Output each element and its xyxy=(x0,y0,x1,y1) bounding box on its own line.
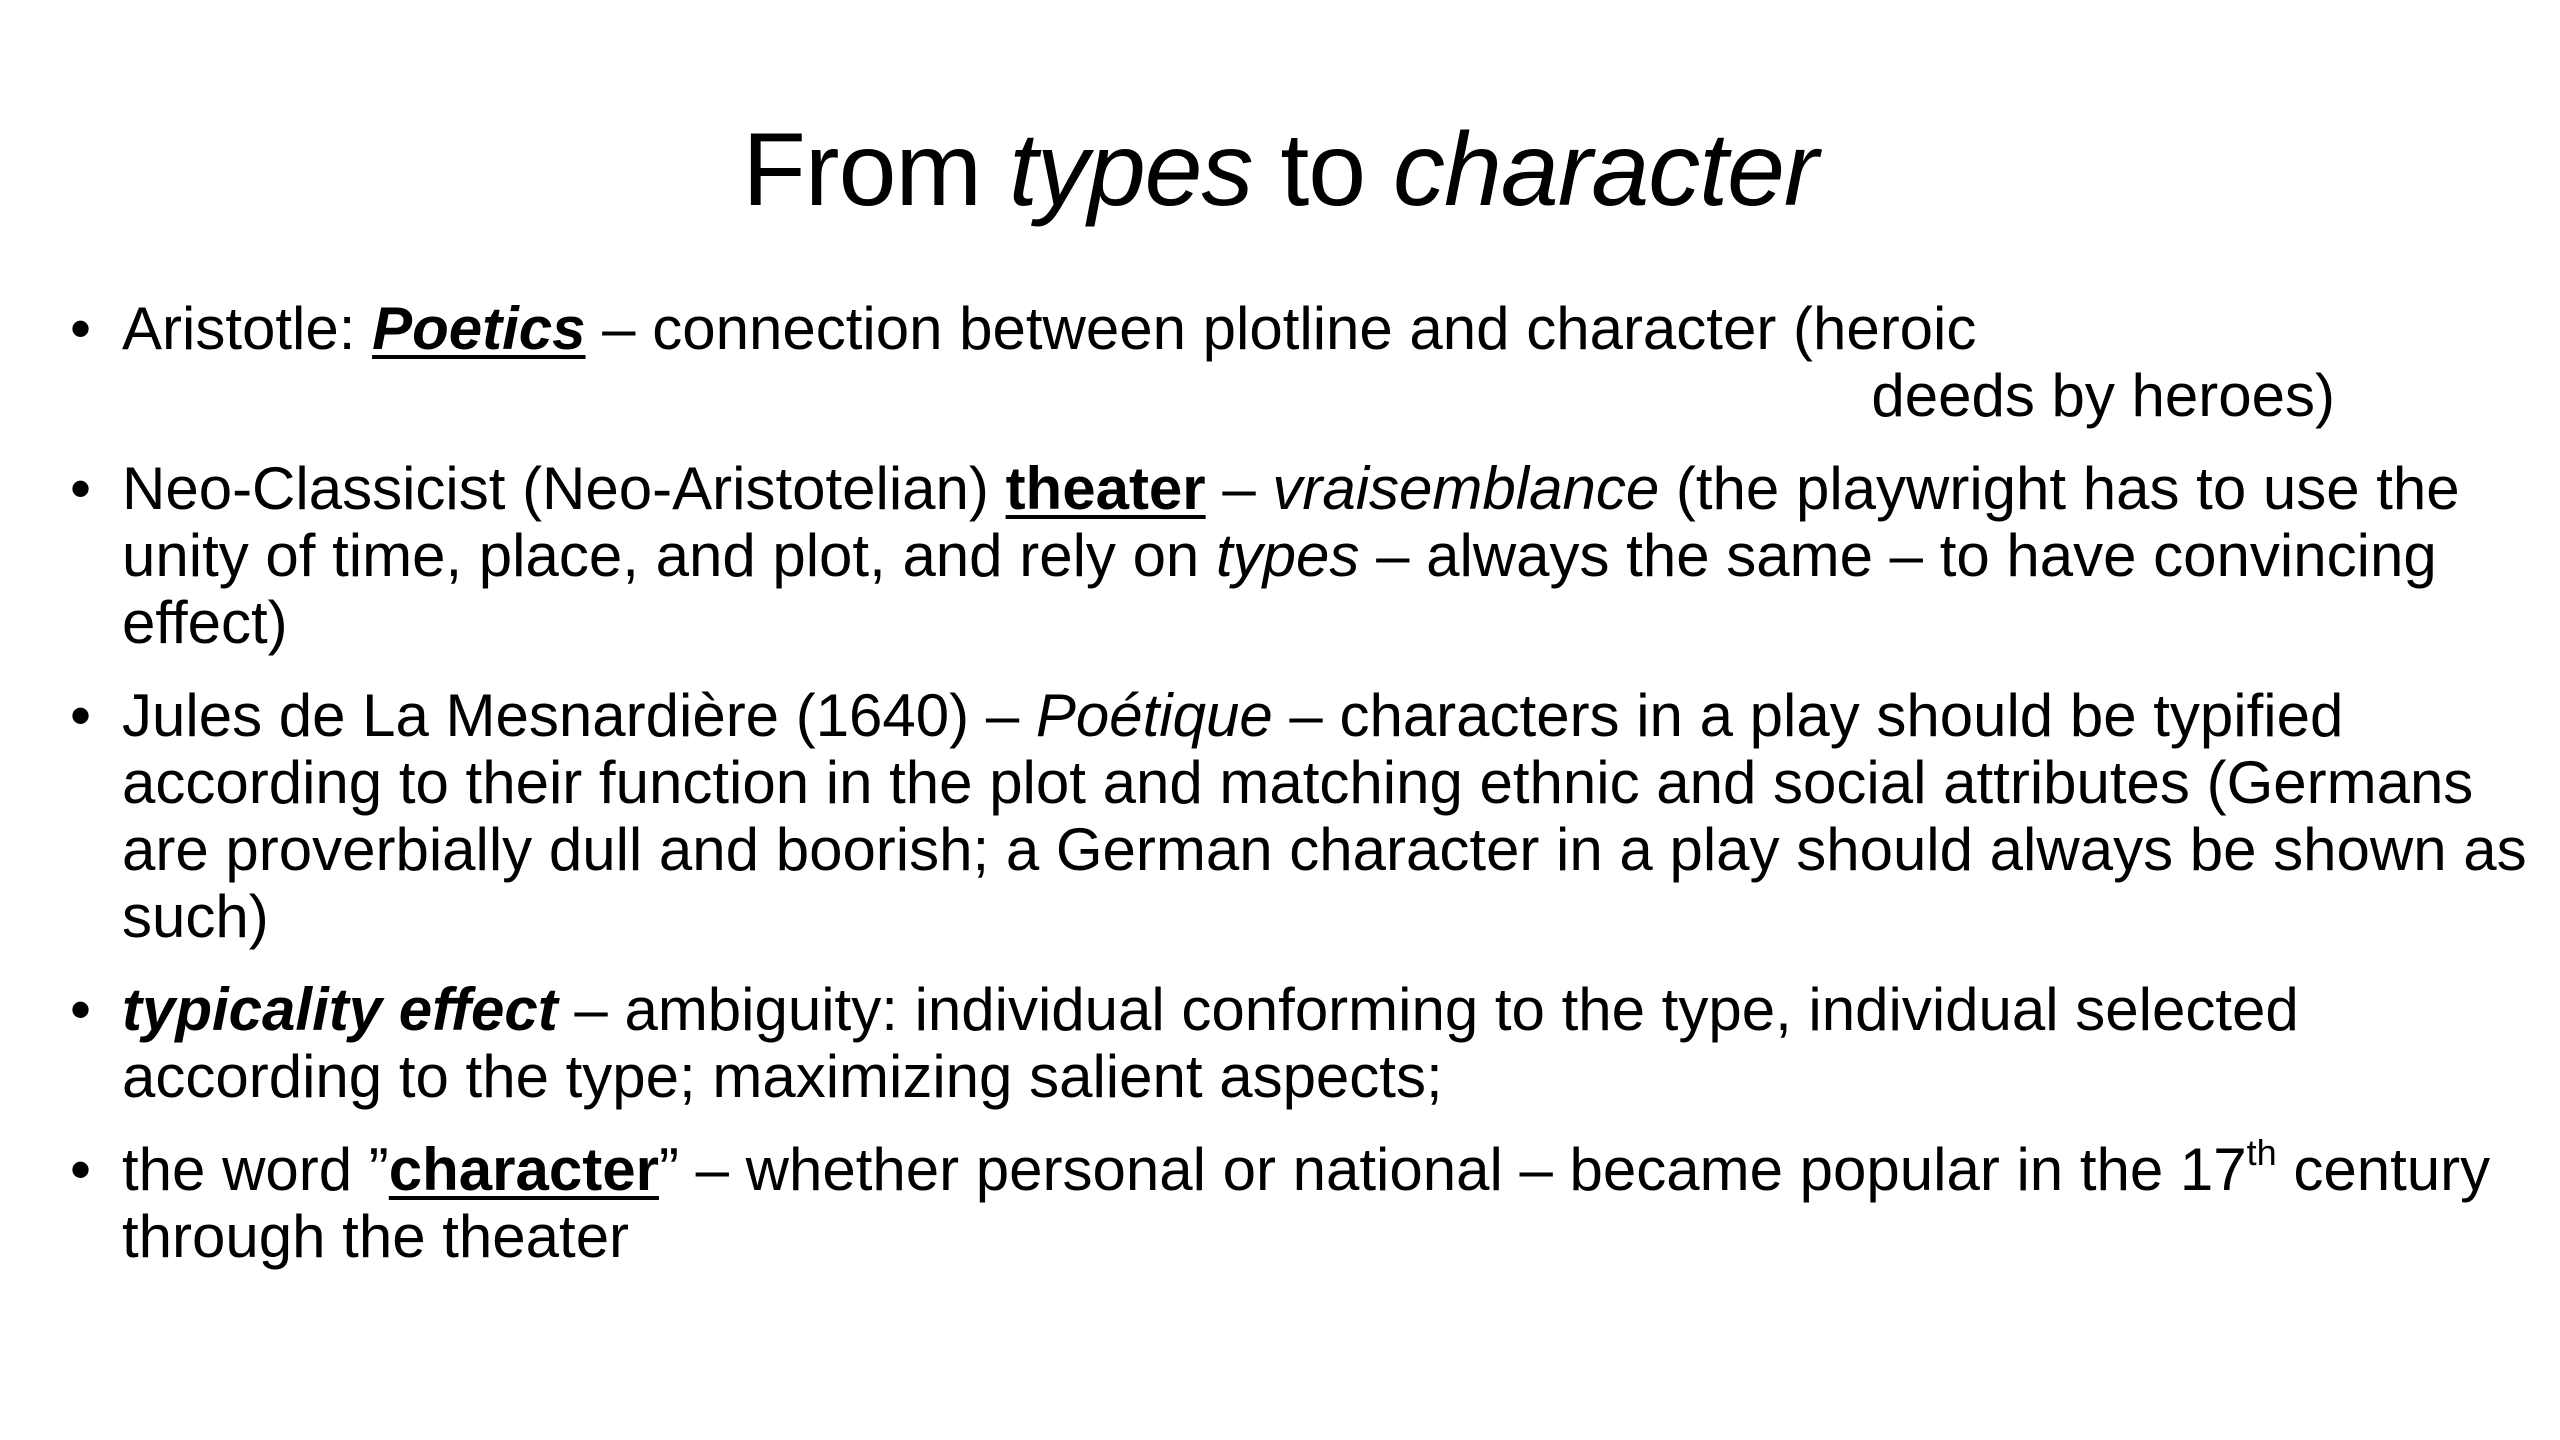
bullet-emphasis-poetique: Poétique xyxy=(1035,682,1273,749)
bullet-text: – xyxy=(1205,455,1273,522)
bullet-text: – connection between plotline and character (heroic xyxy=(585,295,1977,362)
slide-title xyxy=(0,105,2560,235)
bullet-text: Neo-Classicist (Neo-Aristotelian) xyxy=(122,455,1006,522)
title-text-to: to xyxy=(1252,112,1394,228)
bullet-marker: • xyxy=(70,682,92,749)
bullet-emphasis-types: types xyxy=(1215,522,1360,589)
bullet-marker: • xyxy=(70,976,92,1043)
bullet-text: – characters in a play should be typified according to their function in the plot and matching ethnic and social attributes (Germans are proverbially dull and boorish; a German character in a play should always be shown as such) xyxy=(122,682,2527,950)
bullet-text: century through the theater xyxy=(122,1136,2491,1270)
superscript-th: th xyxy=(2246,1132,2277,1173)
bullet-text: ” – whether personal or national – became popular in the 17 xyxy=(658,1136,2247,1203)
title-text-types: types xyxy=(1008,112,1253,228)
bullet-text: (the playwright has to use the unity of time, place, and plot, and rely on xyxy=(122,455,2460,589)
bullet-emphasis-poetics: Poetics xyxy=(372,295,586,362)
bullet-item-neo-classicist xyxy=(70,455,2530,656)
bullet-emphasis-typicality-effect: typicality effect xyxy=(122,976,558,1043)
bullet-text-continued: deeds by heroes) xyxy=(1871,362,2335,429)
title-text-from: From xyxy=(742,112,1009,228)
bullet-list xyxy=(70,295,2530,1296)
bullet-text: – ambiguity: individual conforming to the type, individual selected according to the type; maximizing salient aspects; xyxy=(122,976,2299,1110)
bullet-marker: • xyxy=(70,455,92,522)
bullet-text: the word ” xyxy=(122,1136,389,1203)
bullet-item-character-word xyxy=(70,1132,2530,1270)
bullet-marker: • xyxy=(70,295,92,362)
bullet-emphasis-theater: theater xyxy=(1005,455,1206,522)
title-text-character: character xyxy=(1393,112,1818,228)
bullet-item-mesnardiere xyxy=(70,682,2530,950)
bullet-item-aristotle xyxy=(70,295,2530,429)
bullet-marker: • xyxy=(70,1136,92,1203)
bullet-item-typicality-effect xyxy=(70,976,2530,1110)
bullet-emphasis-vraisemblance: vraisemblance xyxy=(1272,455,1660,522)
bullet-text: – always the same – to have convincing effect) xyxy=(122,522,2437,656)
bullet-text: Jules de La Mesnardière (1640) – xyxy=(122,682,1036,749)
bullet-emphasis-character: character xyxy=(388,1136,659,1203)
bullet-text: Aristotle: xyxy=(122,295,373,362)
